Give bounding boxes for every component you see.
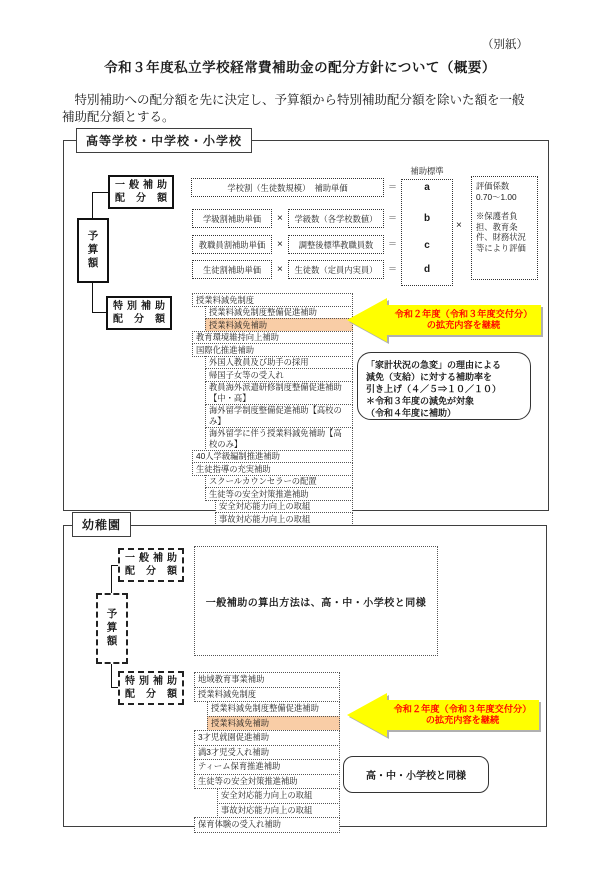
intro-paragraph [62,92,542,126]
note-line: （令和４年度に補助） [366,408,457,418]
arrow-text [386,700,539,730]
list-item-highlighted: 授業料減免補助 [205,318,353,332]
standard-b: b [423,213,431,224]
note-line: 引き上げ（４／５⇒１０／１０） [366,384,502,394]
eval-line: 0.70～1.00 [476,191,517,202]
section2-title: 幼稚園 [72,512,131,537]
formula-school-unit: 学校割（生徒数規模） 補助単価 [191,178,384,197]
special-subsidy-label-line2: 配分額 [125,689,177,700]
standard-abcd-box [401,179,453,286]
connector-line [92,192,108,218]
special-subsidy-list [192,293,353,538]
list-item: ティーム保育推進補助 [194,759,340,775]
household-note-box [357,352,531,420]
special-subsidy-box [106,296,172,330]
connector-line [111,565,118,593]
list-item: 国際化推進補助 [192,343,353,357]
formula-staff-count: 調整後標準教職員数 [288,235,384,254]
connector-line [92,283,106,313]
eval-note: ※保護者負担、教育条件、財務状況等により評価 [476,211,526,253]
standard-a: a [424,182,430,193]
standard-c: c [424,240,430,251]
special-subsidy-label-line2: 配分額 [113,314,165,325]
note-line: 「家計状況の急変」の理由による [366,360,502,370]
budget-box [96,593,128,664]
arrow-text-line2: の拡充内容を継続 [426,320,501,330]
general-subsidy-box [108,175,174,209]
corner-note: （別紙） [482,39,528,51]
list-item: 授業料減免制度整備促進補助 [205,306,353,320]
intro-line: 補助配分額とする。 [62,110,175,124]
page-title: 令和３年度私立学校経常費補助金の配分方針について（概要） [104,60,496,75]
equals-sign: ＝ [388,239,398,249]
arrow-head-icon [347,693,387,737]
special-subsidy-label-line1: 特別補助 [125,676,177,687]
equals-sign: ＝ [388,182,398,192]
list-item: 生徒等の安全対策推進補助 [205,487,353,501]
same-as-schools-note: 高・中・小学校と同様 [343,756,489,793]
times-operator: × [277,213,283,224]
list-item: スクールカウンセラーの配置 [205,475,353,489]
list-item: 事故対応能力向上の取組 [217,803,340,819]
list-item: 安全対応能力向上の取組 [215,500,353,514]
list-item: 授業料減免制度 [192,293,353,307]
list-item: 3才児就園促進補助 [194,730,340,746]
list-item: 保育体験の受入れ補助 [194,817,340,833]
list-item: 教員海外派遣研修制度整備促進補助【中・高】 [205,381,353,405]
standard-d: d [423,264,431,275]
budget-label: 予算額 [86,230,99,271]
budget-box [77,218,109,283]
formula-class-count: 学級数（各学校数値） [288,209,384,228]
list-item: 授業料減免制度整備促進補助 [207,701,340,717]
general-subsidy-box [118,548,184,582]
general-subsidy-label-line2: 配分額 [125,566,177,577]
special-subsidy-list [194,672,340,833]
budget-label: 予算額 [105,608,118,649]
arrow-text-line2: の拡充内容を継続 [425,715,500,725]
continuation-arrow [347,693,539,737]
list-item: 海外留学に伴う授業料減免補助【高校のみ】 [205,427,353,451]
arrow-text-line1: 令和２年度（令和３年度交付分） [393,704,532,714]
list-item: 事故対応能力向上の取組 [215,512,353,526]
subsidy-standard-label: 補助標準 [410,166,444,176]
note-line: 減免（支給）に対する補助率を [366,372,493,382]
evaluation-coefficient-box [471,176,538,280]
list-item: 地域教育事業補助 [194,672,340,688]
section-high-middle-elementary [63,134,549,524]
section-kindergarten [63,518,547,829]
arrow-head-icon [347,298,387,342]
equals-sign: ＝ [388,213,398,223]
note-line: ＊令和３年度の減免が対象 [366,396,475,406]
formula-class-unit: 学級割補助単価 [192,209,272,228]
times-operator: × [456,220,462,231]
times-operator: × [277,239,283,250]
list-item: 授業料減免制度 [194,687,340,703]
list-item: 40人学級編制推進補助 [192,450,353,464]
list-item: 満3才児受入れ補助 [194,745,340,761]
list-item: 安全対応能力向上の取組 [217,788,340,804]
arrow-text [386,305,541,335]
formula-staff-unit: 教職員割補助単価 [192,235,272,254]
list-item: 海外留学制度整備促進補助【高校のみ】 [205,404,353,428]
list-item: 生徒指導の充実補助 [192,462,353,476]
special-subsidy-box [118,671,184,705]
general-subsidy-label-line1: 一般補助 [125,553,177,564]
special-subsidy-label-line1: 特別補助 [113,301,165,312]
continuation-arrow [347,298,541,342]
list-item-highlighted: 授業料減免補助 [207,716,340,732]
formula-student-unit: 生徒割補助単価 [192,260,272,279]
general-method-note: 一般補助の算出方法は、高・中・小学校と同様 [194,546,438,656]
list-item: 生徒等の安全対策推進補助 [194,774,340,790]
general-subsidy-label-line2: 配分額 [115,193,167,204]
equals-sign: ＝ [388,264,398,274]
list-item: 教育環境維持向上補助 [192,331,353,345]
section1-title: 高等学校・中学校・小学校 [76,128,252,153]
list-item: 外国人教員及び助手の採用 [205,356,353,370]
eval-line: 評価係数 [476,181,510,191]
list-item: 帰国子女等の受入れ [205,368,353,382]
general-subsidy-label-line1: 一般補助 [115,180,167,191]
intro-line: 特別補助への配分額を先に決定し、予算額から特別補助配分額を除いた額を一般 [62,93,525,107]
arrow-text-line1: 令和２年度（令和３年度交付分） [394,309,533,319]
connector-line [111,664,118,688]
formula-student-count: 生徒数（定員内実員） [288,260,384,279]
times-operator: × [277,264,283,275]
